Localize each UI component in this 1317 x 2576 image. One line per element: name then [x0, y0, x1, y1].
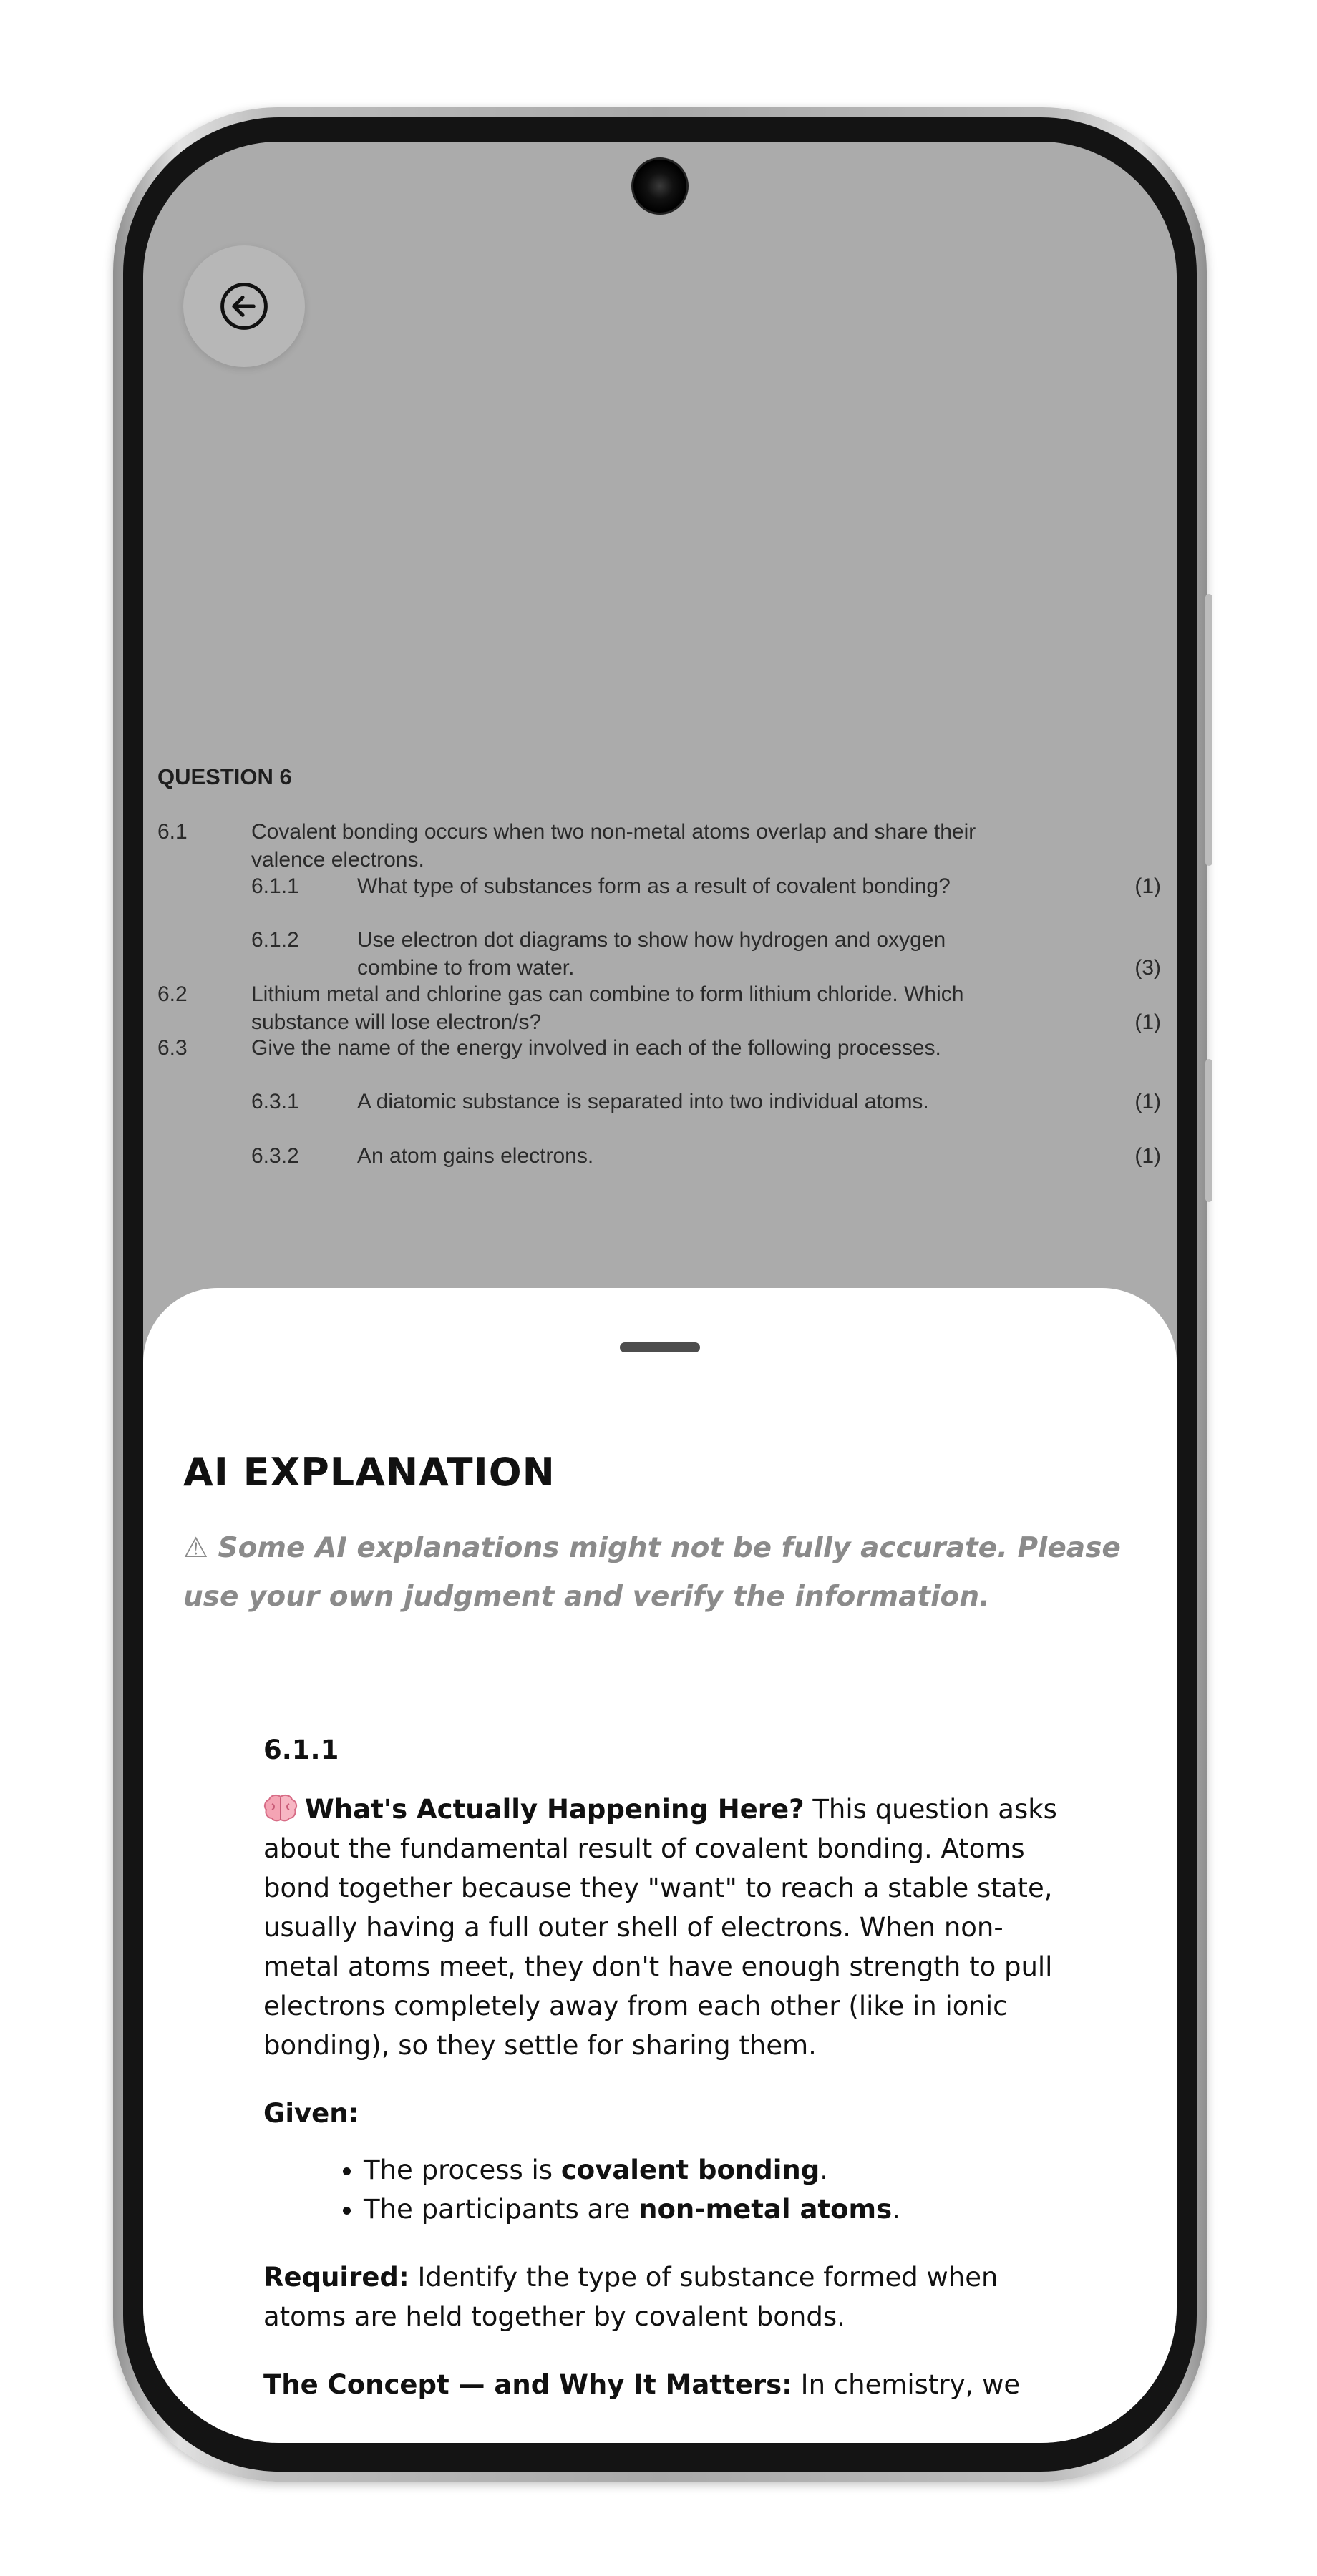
question-text: Lithium metal and chlorine gas can combine to form lithium chloride. Which substance will lose electron/s?	[251, 982, 964, 1034]
volume-button	[1205, 594, 1212, 866]
question-text: An atom gains electrons.	[357, 1144, 594, 1168]
question-number: 6.1.1	[251, 874, 299, 898]
question-number: 6.1	[157, 820, 188, 844]
power-button	[1205, 1059, 1212, 1202]
question-number: 6.2	[157, 982, 188, 1006]
question-mark: (1)	[1134, 1090, 1161, 1113]
arrow-left-circle-icon	[217, 279, 271, 333]
explanation-content[interactable]	[263, 1730, 1065, 2433]
question-mark: (3)	[1134, 956, 1161, 980]
question-number: 6.3.1	[251, 1090, 299, 1113]
question-title: QUESTION 6	[157, 764, 292, 789]
question-number: 6.3	[157, 1036, 188, 1060]
question-mark: (1)	[1134, 1010, 1161, 1034]
given-list	[263, 2150, 1065, 2229]
intro-paragraph	[263, 1790, 1065, 2065]
question-text: A diatomic substance is separated into two individual atoms.	[357, 1090, 929, 1113]
required-paragraph: Required: Identify the type of substance formed when atoms are held together by covalent bonds.	[263, 2262, 998, 2332]
question-mark: (1)	[1134, 874, 1161, 898]
question-number: 6.3.2	[251, 1144, 299, 1168]
list-item: • The process is covalent bonding.	[364, 2150, 1065, 2190]
intro-text: This question asks about the fundamental result of covalent bonding. Atoms bond together because they "want" to reach a stable state, usually having a full outer shell of electrons. When non-metal atoms meet, they don't have enough strength to pull electrons completely away from each other (like in ionic bonding), so they settle for sharing them.	[263, 1794, 1057, 2061]
list-item: • The participants are non-metal atoms.	[364, 2190, 1065, 2229]
question-mark: (1)	[1134, 1144, 1161, 1168]
document-viewer	[143, 142, 1177, 1358]
brain-icon	[263, 1794, 298, 1823]
question-text: What type of substances form as a result of covalent bonding?	[357, 874, 951, 898]
ai-explanation-sheet	[143, 1288, 1177, 2443]
sheet-title: AI EXPLANATION	[183, 1450, 555, 1495]
front-camera	[631, 157, 689, 215]
drag-handle[interactable]	[620, 1342, 700, 1352]
back-button[interactable]	[183, 245, 305, 367]
intro-heading: What's Actually Happening Here?	[305, 1794, 805, 1825]
disclaimer-text: ⚠ Some AI explanations might not be fully accurate. Please use your own judgment and verify the information.	[183, 1532, 1121, 1613]
given-label: Given:	[263, 2098, 359, 2129]
question-text: Use electron dot diagrams to show how hydrogen and oxygen combine to from water.	[357, 928, 946, 980]
screen	[143, 142, 1177, 2443]
question-number: 6.1.2	[251, 928, 299, 952]
section-code: 6.1.1	[263, 1735, 339, 1765]
question-text: Covalent bonding occurs when two non-metal atoms overlap and share their valence electrons.	[251, 820, 976, 872]
concept-paragraph: The Concept — and Why It Matters: In chemistry, we	[263, 2369, 1021, 2400]
question-text: Give the name of the energy involved in each of the following processes.	[251, 1036, 941, 1060]
